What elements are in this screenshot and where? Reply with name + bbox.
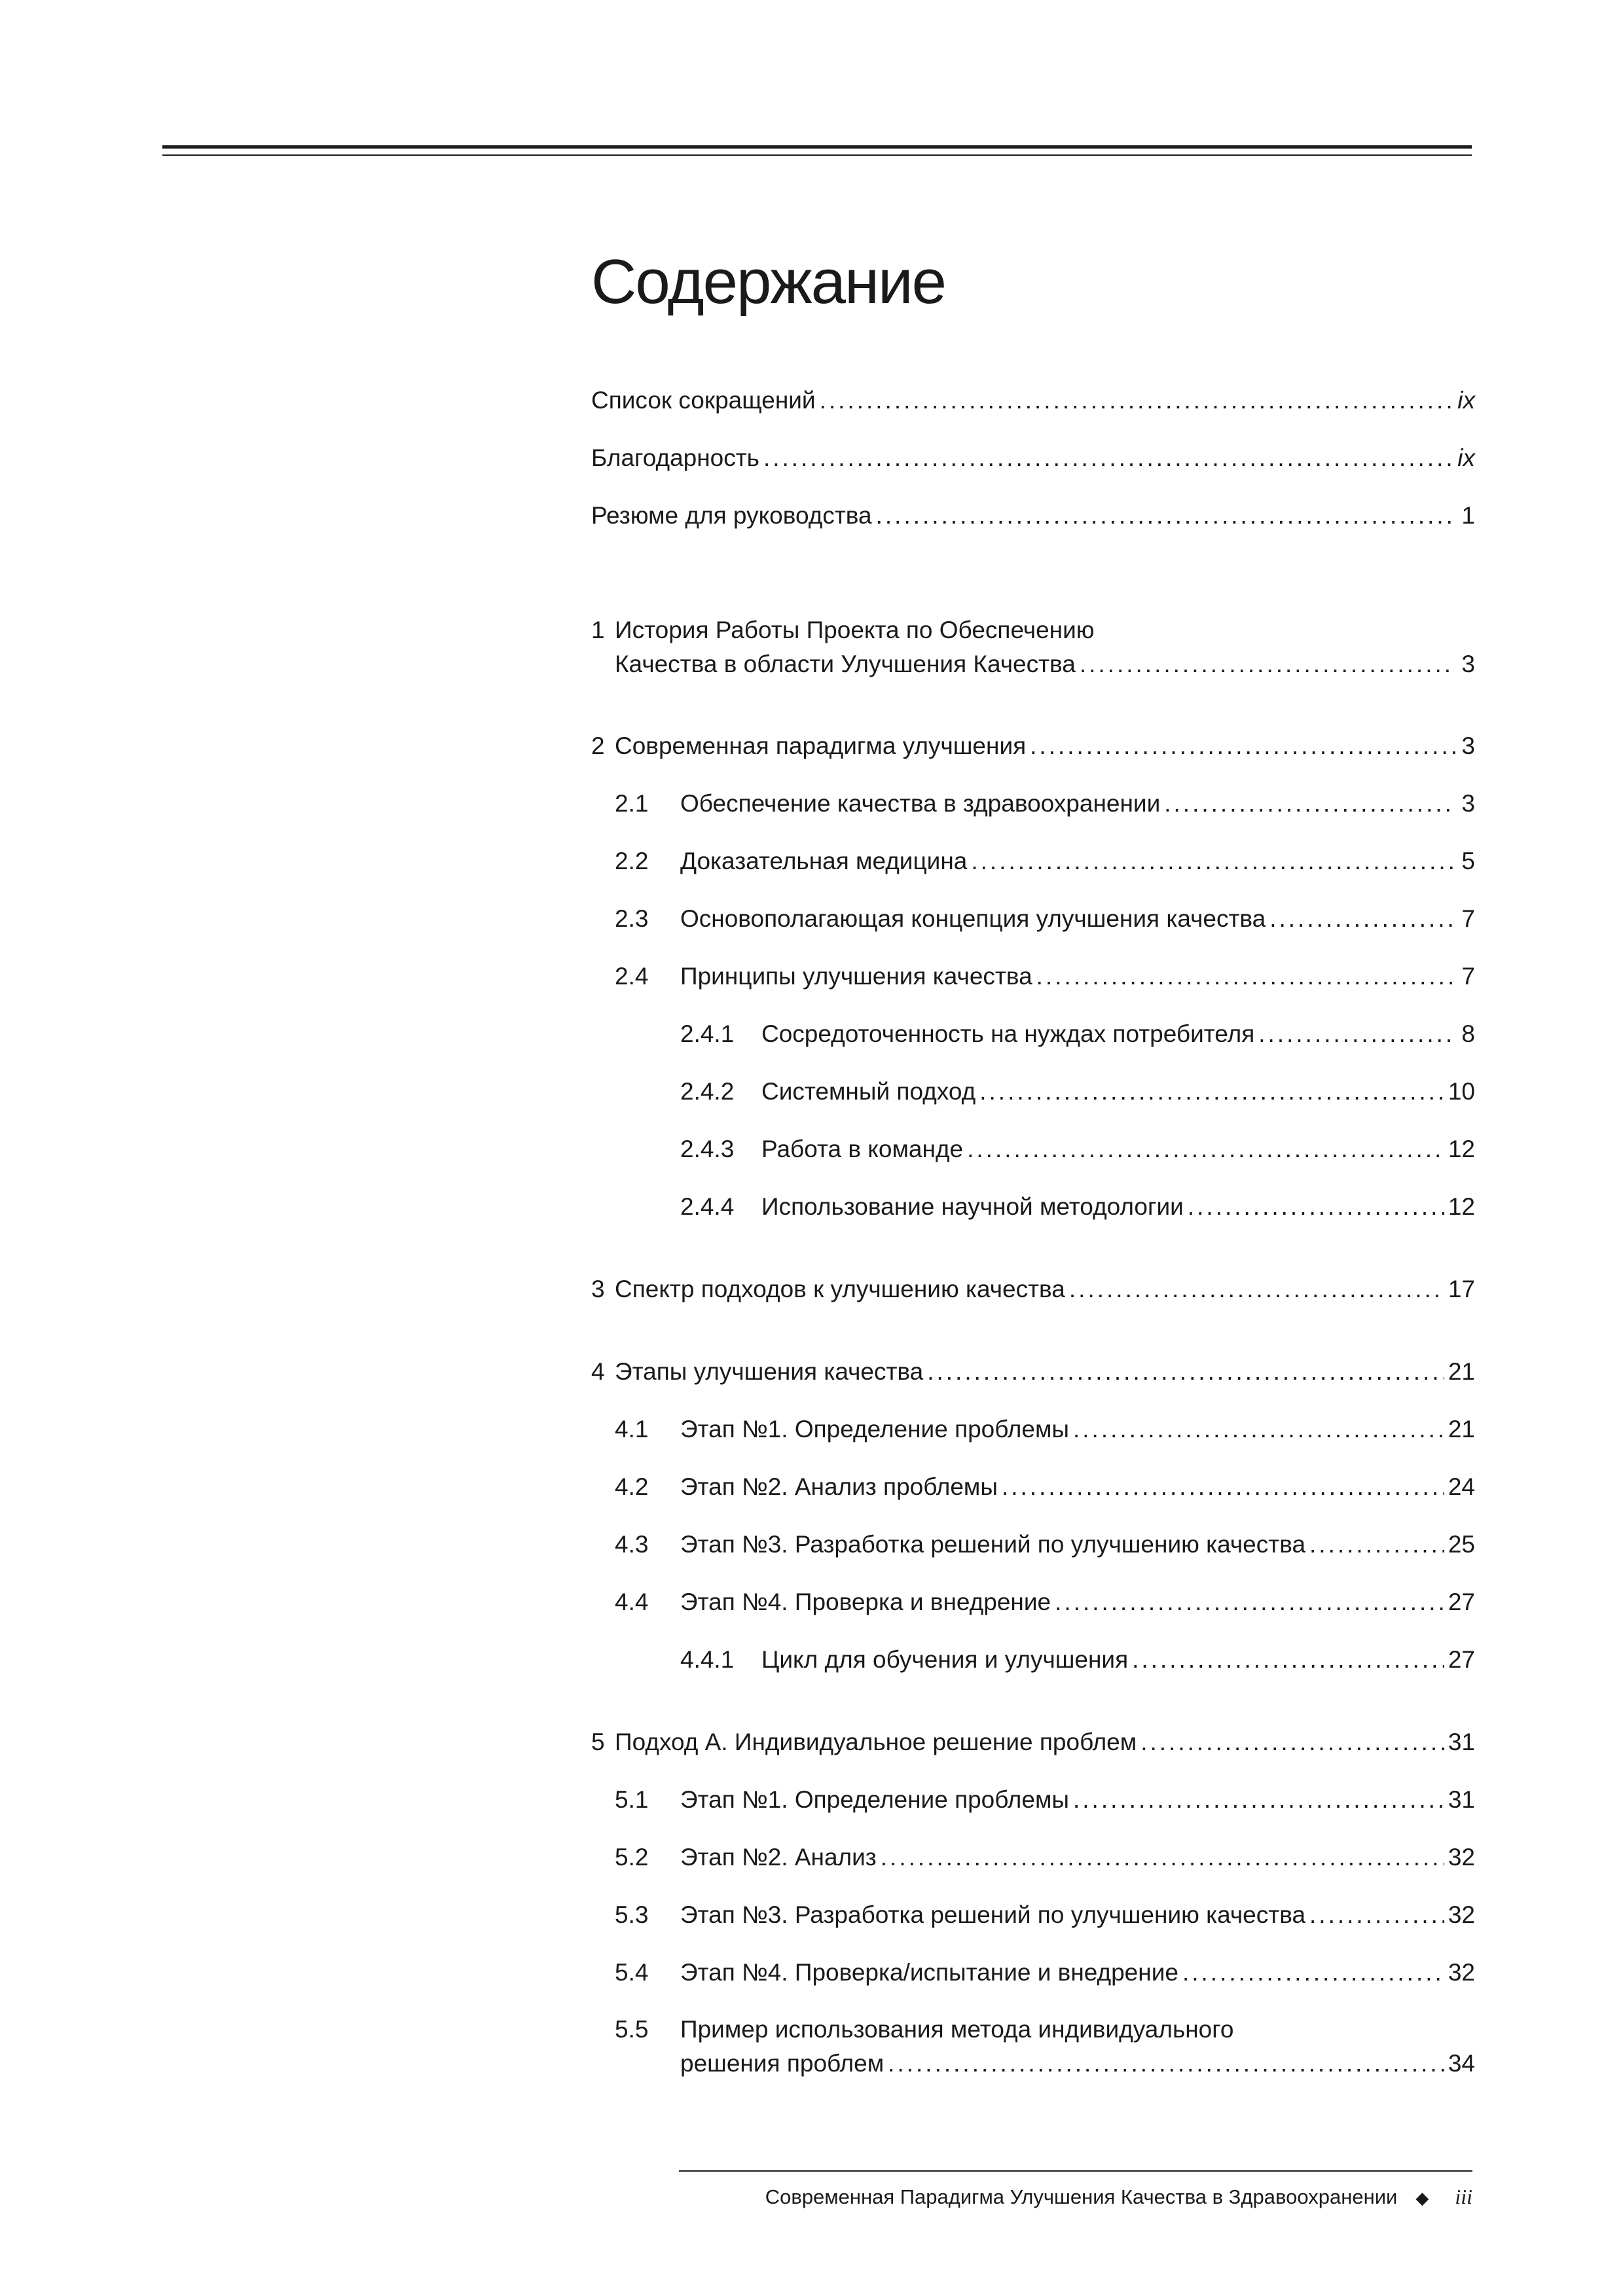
toc-entry-title: Цикл для обучения и улучшения bbox=[761, 1646, 1129, 1673]
toc-entry-number: 2.1 bbox=[615, 790, 649, 817]
dot-leader bbox=[1309, 1528, 1444, 1562]
toc-entry-section-2-4-1[interactable] bbox=[591, 1017, 1475, 1051]
toc-entry-page: 31 bbox=[1448, 1786, 1475, 1813]
toc-entry-section-5-5-line1[interactable] bbox=[591, 2013, 1234, 2047]
toc-entry-section-2-4-2[interactable] bbox=[591, 1075, 1475, 1109]
toc-entry-number: 4.4.1 bbox=[680, 1646, 735, 1673]
toc-entry-title: Этап №3. Разработка решений по улучшению качества bbox=[680, 1531, 1306, 1558]
toc-entry-page: 12 bbox=[1448, 1193, 1475, 1220]
toc-entry-page: 17 bbox=[1448, 1276, 1475, 1302]
toc-entry-section-5-1[interactable] bbox=[591, 1783, 1475, 1817]
dot-leader bbox=[979, 1075, 1444, 1109]
toc-entry-acknowledgements[interactable] bbox=[591, 441, 1475, 475]
toc-entry-number: 2.3 bbox=[615, 905, 649, 932]
running-title: Современная Парадигма Улучшения Качества в Здравоохранении bbox=[765, 2185, 1398, 2208]
dot-leader bbox=[927, 1355, 1444, 1389]
toc-entry-title: Этап №1. Определение проблемы bbox=[680, 1786, 1069, 1813]
toc-entry-chapter-2[interactable] bbox=[591, 729, 1475, 763]
dot-leader bbox=[1140, 1725, 1444, 1759]
toc-entry-number: 4.4 bbox=[615, 1588, 649, 1615]
dot-leader bbox=[763, 441, 1453, 475]
toc-entry-page: 25 bbox=[1448, 1531, 1475, 1558]
toc-entry-title: Этапы улучшения качества bbox=[615, 1358, 924, 1385]
toc-entry-title: Список сокращений bbox=[591, 387, 816, 414]
toc-entry-page: 31 bbox=[1448, 1729, 1475, 1755]
toc-entry-section-2-4-4[interactable] bbox=[591, 1190, 1475, 1224]
toc-entry-page: 34 bbox=[1448, 2050, 1475, 2077]
toc-entry-page: 3 bbox=[1461, 651, 1475, 677]
toc-entry-title: Спектр подходов к улучшению качества bbox=[615, 1276, 1065, 1302]
dot-leader bbox=[1055, 1585, 1444, 1619]
toc-entry-page: 3 bbox=[1461, 732, 1475, 759]
toc-entry-page: 21 bbox=[1448, 1416, 1475, 1443]
toc-entry-title: Подход А. Индивидуальное решение проблем bbox=[615, 1729, 1137, 1755]
toc-entry-title: Работа в команде bbox=[761, 1136, 964, 1162]
dot-leader bbox=[820, 384, 1454, 418]
toc-entry-number: 5.5 bbox=[615, 2016, 649, 2043]
toc-entry-title: Обеспечение качества в здравоохранении bbox=[680, 790, 1161, 817]
dot-leader bbox=[971, 844, 1455, 878]
toc-entry-page: 32 bbox=[1448, 1844, 1475, 1871]
dot-leader bbox=[1309, 1898, 1444, 1932]
toc-entry-title: Пример использования метода индивидуального bbox=[680, 2016, 1234, 2043]
dot-leader bbox=[1132, 1643, 1444, 1677]
toc-entry-page: 8 bbox=[1461, 1020, 1475, 1047]
toc-entry-title: Этап №4. Проверка/испытание и внедрение bbox=[680, 1959, 1178, 1986]
toc-entry-number: 4.3 bbox=[615, 1531, 649, 1558]
toc-entry-number: 4.1 bbox=[615, 1416, 649, 1443]
dot-leader bbox=[1069, 1272, 1444, 1306]
toc-entry-executive-summary[interactable] bbox=[591, 499, 1475, 533]
toc-entry-title: Этап №1. Определение проблемы bbox=[680, 1416, 1069, 1443]
dot-leader bbox=[1080, 647, 1455, 681]
toc-entry-section-2-4-3[interactable] bbox=[591, 1132, 1475, 1166]
toc-entry-title: Этап №2. Анализ проблемы bbox=[680, 1473, 998, 1500]
dot-leader bbox=[881, 1840, 1444, 1874]
toc-entry-title: Этап №2. Анализ bbox=[680, 1844, 877, 1871]
page-footer bbox=[765, 2182, 1472, 2212]
toc-entry-number: 3 bbox=[591, 1276, 605, 1302]
toc-entry-section-4-1[interactable] bbox=[591, 1412, 1475, 1446]
toc-entry-page: 27 bbox=[1448, 1646, 1475, 1673]
toc-entry-number: 2 bbox=[591, 732, 605, 759]
footer-rule bbox=[679, 2170, 1472, 2172]
toc-entry-section-2-4[interactable] bbox=[591, 960, 1475, 994]
dot-leader bbox=[1269, 902, 1455, 936]
toc-entry-number: 2.4.2 bbox=[680, 1078, 735, 1105]
toc-entry-section-4-4-1[interactable] bbox=[591, 1643, 1475, 1677]
dot-leader bbox=[1182, 1956, 1444, 1990]
toc-entry-number: 2.4.1 bbox=[680, 1020, 735, 1047]
toc-entry-page: 10 bbox=[1448, 1078, 1475, 1105]
toc-entry-title: Качества в области Улучшения Качества bbox=[615, 651, 1076, 677]
toc-entry-number: 2.4 bbox=[615, 963, 649, 990]
toc-entry-page: 27 bbox=[1448, 1588, 1475, 1615]
dot-leader bbox=[888, 2047, 1444, 2081]
toc-entry-section-4-4[interactable] bbox=[591, 1585, 1475, 1619]
toc-entry-number: 5.4 bbox=[615, 1959, 649, 1986]
toc-entry-title: Использование научной методологии bbox=[761, 1193, 1184, 1220]
toc-entry-section-4-3[interactable] bbox=[591, 1528, 1475, 1562]
toc-entry-number: 5.2 bbox=[615, 1844, 649, 1871]
toc-entry-title: Основополагающая концепция улучшения качества bbox=[680, 905, 1266, 932]
dot-leader bbox=[1188, 1190, 1444, 1224]
page-title: Содержание bbox=[591, 247, 946, 317]
toc-entry-title: Резюме для руководства bbox=[591, 502, 872, 529]
toc-entry-title: История Работы Проекта по Обеспечению bbox=[615, 617, 1095, 643]
toc-entry-number: 5.1 bbox=[615, 1786, 649, 1813]
toc-entry-title: Сосредоточенность на нуждах потребителя bbox=[761, 1020, 1255, 1047]
toc-entry-title: Этап №4. Проверка и внедрение bbox=[680, 1588, 1051, 1615]
toc-entry-number: 1 bbox=[591, 617, 605, 643]
toc-entry-section-5-4[interactable] bbox=[591, 1956, 1475, 1990]
toc-entry-chapter-3[interactable] bbox=[591, 1272, 1475, 1306]
toc-entry-page: ix bbox=[1457, 444, 1475, 471]
toc-entry-chapter-1[interactable] bbox=[591, 647, 1475, 681]
toc-entry-page: 7 bbox=[1461, 905, 1475, 932]
toc-entry-page: 3 bbox=[1461, 790, 1475, 817]
table-of-contents bbox=[591, 0, 1475, 2296]
dot-leader bbox=[1002, 1470, 1444, 1504]
toc-entry-section-5-2[interactable] bbox=[591, 1840, 1475, 1874]
toc-entry-chapter-5[interactable] bbox=[591, 1725, 1475, 1759]
toc-entry-page: 7 bbox=[1461, 963, 1475, 990]
toc-entry-title: Доказательная медицина bbox=[680, 848, 968, 874]
dot-leader bbox=[1164, 787, 1455, 821]
dot-leader bbox=[1030, 729, 1455, 763]
toc-entry-page: 32 bbox=[1448, 1901, 1475, 1928]
toc-entry-number: 2.2 bbox=[615, 848, 649, 874]
toc-entry-page: 5 bbox=[1461, 848, 1475, 874]
toc-entry-section-2-2[interactable] bbox=[591, 844, 1475, 878]
page-number: iii bbox=[1455, 2185, 1472, 2208]
toc-entry-section-2-3[interactable] bbox=[591, 902, 1475, 936]
dot-leader bbox=[1073, 1412, 1444, 1446]
toc-entry-number: 5 bbox=[591, 1729, 605, 1755]
toc-entry-page: 1 bbox=[1461, 502, 1475, 529]
toc-entry-number: 5.3 bbox=[615, 1901, 649, 1928]
toc-entry-page: 21 bbox=[1448, 1358, 1475, 1385]
toc-entry-title: Этап №3. Разработка решений по улучшению качества bbox=[680, 1901, 1306, 1928]
toc-entry-title: Принципы улучшения качества bbox=[680, 963, 1032, 990]
dot-leader bbox=[1258, 1017, 1455, 1051]
dot-leader bbox=[1036, 960, 1455, 994]
diamond-icon: ◆ bbox=[1415, 2188, 1429, 2208]
toc-entry-section-5-3[interactable] bbox=[591, 1898, 1475, 1932]
toc-entry-chapter-1-line1[interactable] bbox=[591, 613, 1095, 647]
toc-entry-title: Системный подход bbox=[761, 1078, 976, 1105]
dot-leader bbox=[876, 499, 1455, 533]
toc-entry-section-5-5[interactable] bbox=[591, 2047, 1475, 2081]
toc-entry-number: 2.4.3 bbox=[680, 1136, 735, 1162]
toc-entry-title: решения проблем bbox=[680, 2050, 884, 2077]
toc-entry-page: 32 bbox=[1448, 1959, 1475, 1986]
toc-entry-title: Благодарность bbox=[591, 444, 759, 471]
toc-entry-section-4-2[interactable] bbox=[591, 1470, 1475, 1504]
toc-entry-page: ix bbox=[1457, 387, 1475, 414]
toc-entry-number: 4 bbox=[591, 1358, 605, 1385]
toc-entry-abbreviations[interactable] bbox=[591, 384, 1475, 418]
toc-entry-chapter-4[interactable] bbox=[591, 1355, 1475, 1389]
dot-leader bbox=[967, 1132, 1444, 1166]
toc-entry-page: 12 bbox=[1448, 1136, 1475, 1162]
toc-entry-page: 24 bbox=[1448, 1473, 1475, 1500]
toc-entry-number: 2.4.4 bbox=[680, 1193, 735, 1220]
dot-leader bbox=[1073, 1783, 1444, 1817]
toc-entry-number: 4.2 bbox=[615, 1473, 649, 1500]
toc-entry-title: Современная парадигма улучшения bbox=[615, 732, 1027, 759]
toc-entry-section-2-1[interactable] bbox=[591, 787, 1475, 821]
